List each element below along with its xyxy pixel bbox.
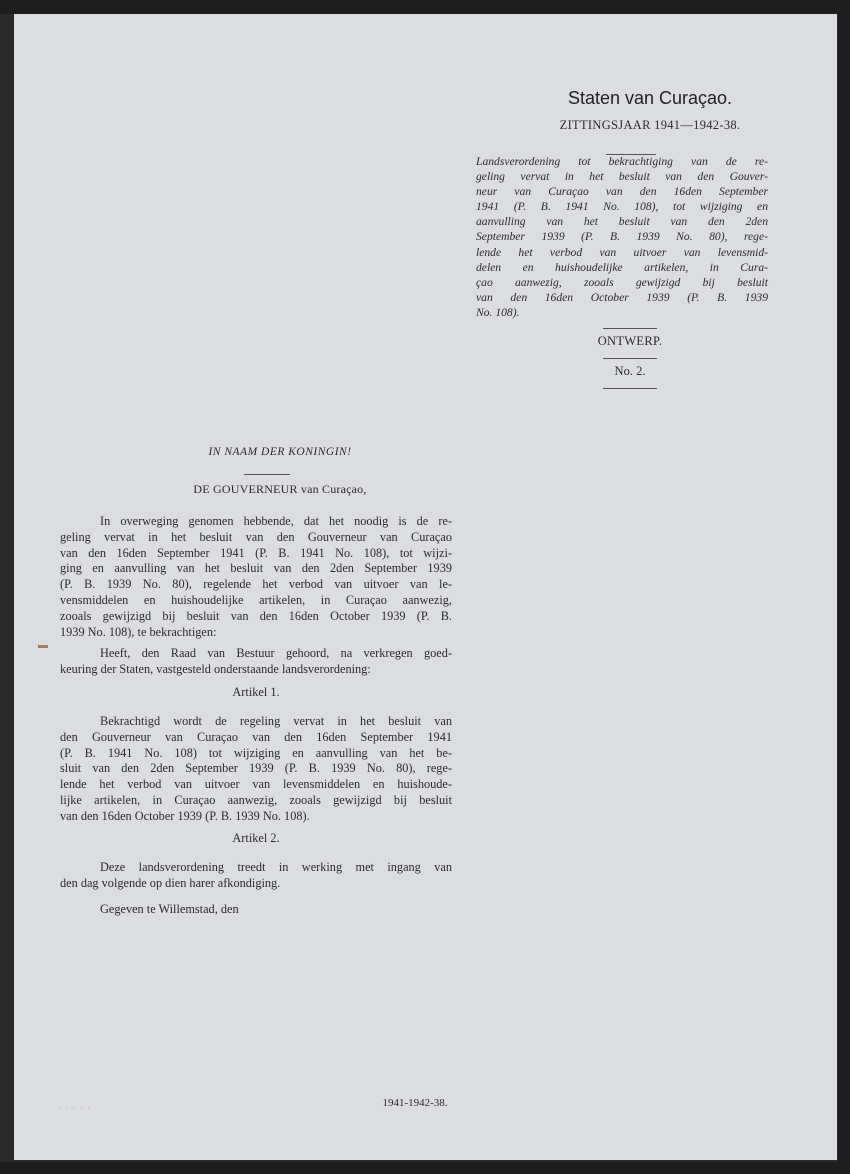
margin-mark xyxy=(38,640,46,644)
heeft-paragraph xyxy=(60,646,452,678)
title-line: 1941 (P. B. 1941 No. 108), tot wijziging en xyxy=(476,200,768,214)
title-line: September 1939 (P. B. 1939 No. 80), rege- xyxy=(476,230,768,244)
scan-border-top xyxy=(0,0,850,14)
paragraph-line: (P. B. 1939 No. 80), regelende het verbod van uitvoer van le- xyxy=(60,577,452,592)
paragraph-line: vensmiddelen en huishoudelijke artikelen, in Curaçao aanwezig, xyxy=(60,592,452,607)
title-line: delen en huishoudelijke artikelen, in Cura- xyxy=(476,260,768,274)
title-line: No. 108). xyxy=(476,305,520,319)
paragraph-line: 1939 No. 108), te bekrachtigen: xyxy=(60,624,217,639)
draft-label: ONTWERP. xyxy=(597,334,663,348)
title-line: lende het verbod van uitvoer van levensmid- xyxy=(476,245,768,259)
divider xyxy=(244,474,290,475)
artikel-2-text xyxy=(60,860,452,892)
paragraph-line: van den 16den September 1941 (P. B. 1941 No. 108), tot wijzi- xyxy=(60,545,452,560)
paragraph-line: lijke artikelen, in Curaçao aanwezig, zooals gewijzigd bij besluit xyxy=(60,792,452,807)
session-year: ZITTINGSJAAR 1941—1942-38. xyxy=(559,118,741,132)
scan-border-right xyxy=(838,0,850,1174)
overweging-paragraph xyxy=(60,514,452,640)
gegeven-line: Gegeven te Willemstad, den xyxy=(100,902,239,916)
artikel-1-text xyxy=(60,714,452,825)
paragraph-line: ging en aanvulling van het besluit van den 2den September 1939 xyxy=(60,561,452,576)
artikel-1-heading: Artikel 1. xyxy=(232,685,280,699)
title-line: neur van Curaçao van den 16den September xyxy=(476,185,768,199)
in-naam-der-koningin: IN NAAM DER KONINGIN! xyxy=(208,446,352,458)
divider xyxy=(603,388,657,389)
title-line: çao aanwezig, zooals gewijzigd bij besluit xyxy=(476,275,768,289)
paragraph-line: In overweging genomen hebbende, dat het noodig is de re- xyxy=(100,514,452,528)
scan-border-bottom xyxy=(0,1162,850,1174)
paragraph-line: van den 16den October 1939 (P. B. 1939 No. 108). xyxy=(60,808,310,823)
paragraph-line: Deze landsverordening treedt in werking met ingang van xyxy=(100,860,452,874)
gouverneur-line: DE GOUVERNEUR van Curaçao, xyxy=(193,482,367,496)
ordinance-title xyxy=(476,154,768,320)
document-heading: Staten van Curaçao. xyxy=(567,88,733,108)
paragraph-line: sluit van den 2den September 1939 (P. B. 1939 No. 80), rege- xyxy=(60,761,452,776)
artikel-2-heading: Artikel 2. xyxy=(232,831,280,845)
paragraph-line: lende het verbod van uitvoer van levensmiddelen en huishoude- xyxy=(60,777,452,792)
paragraph-line: geling vervat in het besluit van den Gouverneur van Curaçao xyxy=(60,529,452,544)
draft-number: No. 2. xyxy=(614,364,646,378)
paragraph-line: den dag volgende op dien harer afkondiging. xyxy=(60,875,281,890)
paragraph-line: zooals gewijzigd bij besluit van den 16den October 1939 (P. B. xyxy=(60,608,452,623)
divider xyxy=(603,328,657,329)
paragraph-line: den Gouverneur van Curaçao van den 16den September 1941 xyxy=(60,729,452,744)
divider xyxy=(603,358,657,359)
title-line: Landsverordening tot bekrachtiging van de re- xyxy=(476,155,768,168)
title-line: van den 16den October 1939 (P. B. 1939 xyxy=(476,290,768,304)
title-line: geling vervat in het besluit van den Gouver- xyxy=(476,170,768,184)
paragraph-line: keuring der Staten, vastgesteld onderstaande landsverordening: xyxy=(60,661,371,676)
footer-reference: 1941-1942-38. xyxy=(382,1097,448,1109)
paragraph-line: Heeft, den Raad van Bestuur gehoord, na verkregen goed- xyxy=(100,646,452,660)
paragraph-line: (P. B. 1941 No. 108) tot wijziging en aanvulling van het be- xyxy=(60,745,452,760)
paragraph-line: Bekrachtigd wordt de regeling vervat in het besluit van xyxy=(100,714,452,728)
faint-stamp: · · · · · xyxy=(58,1103,91,1113)
title-line: aanvulling van het besluit van den 2den xyxy=(476,215,768,229)
